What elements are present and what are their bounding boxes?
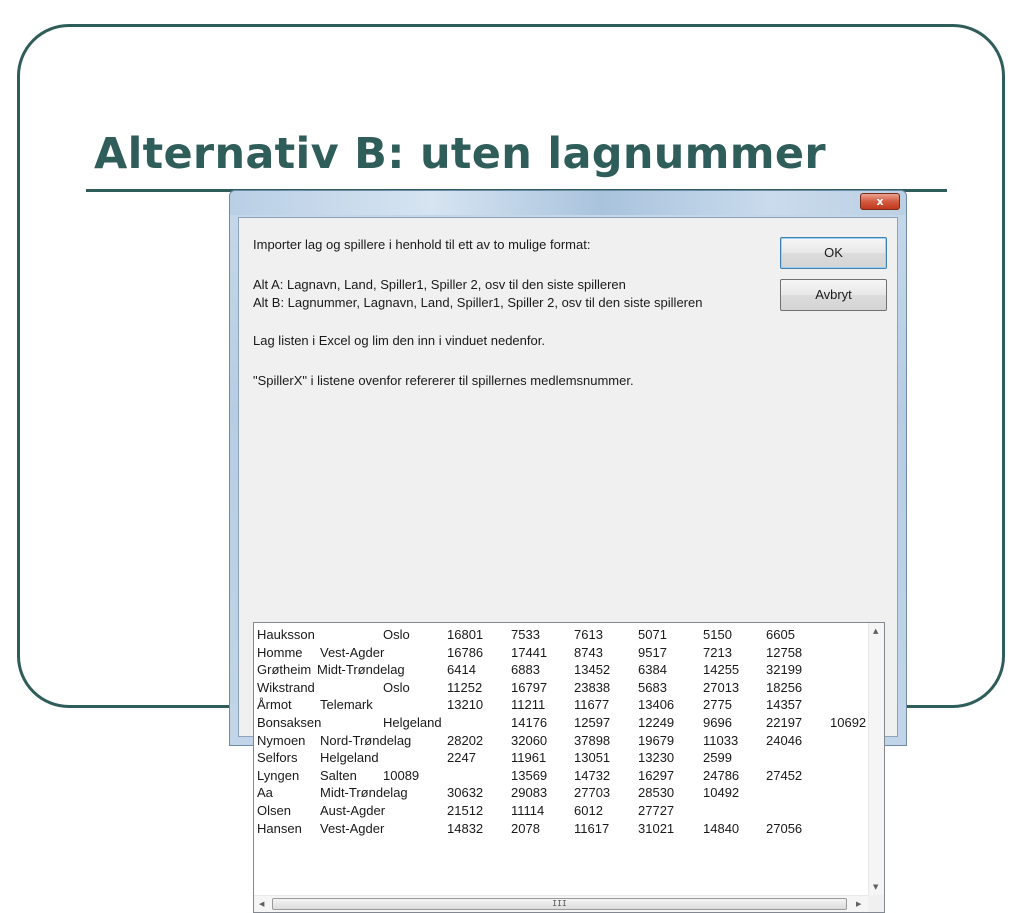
list-cell: Selfors	[257, 750, 298, 766]
list-cell: 24786	[703, 767, 740, 783]
list-cell: Aa	[257, 785, 273, 801]
list-cell: 14832	[447, 820, 484, 836]
list-cell: 27056	[766, 820, 803, 836]
list-cell: 11617	[574, 820, 610, 836]
list-cell: Homme	[257, 644, 303, 660]
list-cell: 14176	[511, 715, 548, 730]
list-cell: 6414	[447, 662, 476, 678]
list-cell: 28202	[447, 732, 484, 748]
list-cell: 18256	[766, 679, 803, 695]
list-cell: 5071	[638, 627, 667, 642]
list-cell: Nord-Trøndelag	[320, 732, 412, 748]
list-cell: 10492	[703, 785, 740, 801]
horizontal-scroll-thumb[interactable]: III	[272, 898, 847, 910]
list-cell: 6605	[766, 627, 795, 642]
list-cell: 24046	[766, 732, 803, 748]
list-cell: Wikstrand	[257, 679, 315, 695]
list-cell: 12597	[574, 715, 611, 730]
format-a-text: Alt A: Lagnavn, Land, Spiller1, Spiller 2, osv til den siste spilleren	[253, 277, 626, 292]
slide-title: Alternativ B: uten lagnummer	[94, 129, 826, 179]
instruction-text: Lag listen i Excel og lim den inn i vinduet nedenfor.	[253, 333, 545, 348]
list-cell: 9517	[638, 644, 667, 660]
scroll-up-arrow-icon[interactable]: ▲	[873, 627, 879, 635]
list-cell: 2775	[703, 697, 732, 713]
list-cell: 23838	[574, 679, 611, 695]
list-cell: 7213	[703, 644, 732, 660]
list-cell: 32199	[766, 662, 803, 678]
list-cell: 16797	[511, 679, 548, 695]
scroll-left-arrow-icon[interactable]: ◀	[259, 900, 265, 908]
list-cell: 2599	[703, 750, 732, 766]
list-cell: 8743	[574, 644, 603, 660]
list-cell: Helgeland	[383, 715, 442, 730]
list-cell: 10692	[830, 715, 867, 730]
vertical-scrollbar[interactable]	[868, 623, 884, 895]
list-row	[257, 679, 869, 696]
list-cell: 11961	[511, 750, 547, 766]
list-cell: 14840	[703, 820, 740, 836]
list-cell: 12758	[766, 644, 803, 660]
horizontal-scrollbar[interactable]	[254, 895, 869, 912]
list-cell: 17441	[511, 644, 548, 660]
list-cell: 27452	[766, 767, 803, 783]
list-cell: Hauksson	[257, 627, 315, 642]
list-row	[257, 626, 869, 643]
list-cell: Bonsaksen	[257, 715, 322, 730]
list-cell: 14357	[766, 697, 803, 713]
list-cell: Aust-Agder	[320, 803, 386, 818]
list-cell: 16297	[638, 767, 675, 783]
list-cell: Telemark	[320, 697, 373, 713]
list-cell: 11252	[447, 679, 483, 695]
list-cell: 6883	[511, 662, 540, 678]
intro-text: Importer lag og spillere i henhold til ett av to mulige format:	[253, 237, 591, 252]
list-cell: 11677	[574, 697, 610, 713]
list-cell: 13569	[511, 767, 548, 783]
list-cell: 16786	[447, 644, 484, 660]
ok-button[interactable]: OK	[780, 237, 887, 269]
list-cell: 5683	[638, 679, 667, 695]
list-row	[257, 714, 869, 731]
list-cell: 14255	[703, 662, 740, 678]
list-cell: 16801	[447, 627, 484, 642]
list-cell: Grøtheim	[257, 662, 312, 678]
list-cell: Salten	[320, 767, 357, 783]
list-cell: Oslo	[383, 627, 410, 642]
scroll-down-arrow-icon[interactable]: ▼	[873, 883, 879, 891]
list-cell: 2078	[511, 820, 540, 836]
close-button[interactable]: x	[860, 193, 900, 210]
list-cell: 28530	[638, 785, 675, 801]
import-dialog	[229, 190, 907, 908]
format-b-text: Alt B: Lagnummer, Lagnavn, Land, Spiller1, Spiller 2, osv til den siste spilleren	[253, 295, 703, 310]
list-cell: 27703	[574, 785, 611, 801]
list-cell: Årmot	[257, 697, 292, 713]
list-cell: 13452	[574, 662, 611, 678]
list-cell: 27727	[638, 803, 675, 818]
list-cell: Hansen	[257, 820, 302, 836]
list-cell: 13210	[447, 697, 484, 713]
dialog-titlebar[interactable]	[230, 191, 906, 215]
list-cell: 22197	[766, 715, 803, 730]
list-cell: 5150	[703, 627, 732, 642]
list-row	[257, 732, 869, 749]
list-cell: Helgeland	[320, 750, 379, 766]
list-cell: Oslo	[383, 679, 410, 695]
dialog-client-area	[238, 217, 898, 908]
list-cell: 11114	[511, 803, 545, 818]
list-cell: 14732	[574, 767, 611, 783]
list-cell: 9696	[703, 715, 732, 730]
list-cell: 37898	[574, 732, 611, 748]
list-cell: 11033	[703, 732, 739, 748]
list-cell: 6012	[574, 803, 603, 818]
list-cell: 31021	[638, 820, 675, 836]
list-row	[257, 749, 869, 766]
list-cell: Vest-Agder	[320, 820, 385, 836]
list-cell: 7613	[574, 627, 603, 642]
list-cell: 2247	[447, 750, 476, 766]
scroll-right-arrow-icon[interactable]: ▶	[856, 900, 862, 908]
list-row	[257, 802, 869, 819]
note-text: "SpillerX" i listene ovenfor refererer til spillernes medlemsnummer.	[253, 373, 634, 388]
list-cell: 12249	[638, 715, 675, 730]
list-content	[254, 623, 869, 895]
cancel-button[interactable]: Avbryt	[780, 279, 887, 311]
list-cell: 10089	[383, 767, 420, 783]
scrollbar-corner	[868, 895, 884, 912]
list-row	[257, 661, 869, 678]
list-cell: 11211	[511, 697, 546, 713]
list-cell: Olsen	[257, 803, 291, 818]
list-row	[257, 696, 869, 713]
list-row	[257, 820, 869, 837]
list-cell: 32060	[511, 732, 548, 748]
list-cell: 19679	[638, 732, 675, 748]
list-cell: 13051	[574, 750, 611, 766]
list-row	[257, 767, 869, 784]
list-cell: 21512	[447, 803, 484, 818]
list-row	[257, 784, 869, 801]
list-cell: 29083	[511, 785, 548, 801]
list-cell: 30632	[447, 785, 484, 801]
list-cell: 13406	[638, 697, 675, 713]
list-cell: 6384	[638, 662, 667, 678]
list-cell: 13230	[638, 750, 675, 766]
list-cell: Nymoen	[257, 732, 306, 748]
list-cell: Midt-Trøndelag	[320, 785, 408, 801]
list-row	[257, 644, 869, 661]
list-cell: 27013	[703, 679, 740, 695]
list-cell: Lyngen	[257, 767, 300, 783]
list-cell: Midt-Trøndelag	[317, 662, 405, 678]
list-cell: 7533	[511, 627, 540, 642]
list-cell: Vest-Agder	[320, 644, 385, 660]
